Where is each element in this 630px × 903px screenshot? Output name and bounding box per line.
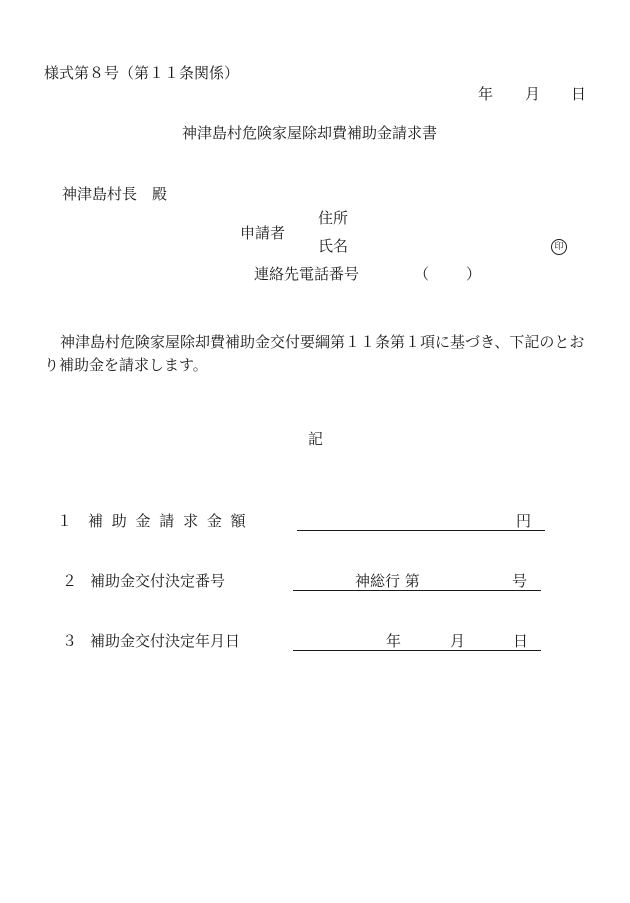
applicant-label: 申請者: [240, 224, 286, 242]
decision-number-prefix: 神総行 第: [355, 572, 420, 590]
decision-date-field[interactable]: [293, 632, 541, 651]
ki-heading: 記: [308, 430, 324, 448]
item-number: ３: [62, 632, 78, 650]
amount-unit: 円: [515, 512, 531, 530]
item-label: 補 助 金 請 求 金 額: [88, 512, 248, 530]
document-title: 神津島村危険家屋除却費補助金請求書: [182, 124, 438, 142]
decision-number-suffix: 号: [511, 572, 527, 590]
date-month-label: 月: [525, 85, 541, 103]
addressee: 神津島村長 殿: [62, 185, 168, 203]
decision-date-day: 日: [513, 632, 529, 650]
decision-number-field[interactable]: [293, 572, 541, 591]
decision-date-month: 月: [450, 632, 466, 650]
request-statement: 神津島村危険家屋除却費補助金交付要綱第１１条第１項に基づき、下記のとおり補助金を請求します。: [44, 333, 585, 374]
item-number: ２: [62, 572, 78, 590]
contact-label: 連絡先電話番号: [254, 265, 360, 283]
form-number: 様式第８号（第１１条関係）: [44, 64, 240, 82]
contact-paren-open: （: [414, 265, 430, 283]
date-year-label: 年: [478, 85, 494, 103]
contact-paren-close: ）: [466, 265, 482, 283]
name-label: 氏名: [318, 237, 349, 255]
amount-field[interactable]: [297, 512, 545, 531]
item-label: 補助金交付決定番号: [90, 572, 226, 590]
decision-date-year: 年: [386, 632, 402, 650]
seal-mark: 印: [551, 239, 567, 255]
date-day-label: 日: [571, 85, 587, 103]
item-number: １: [57, 512, 73, 530]
address-label: 住所: [318, 209, 349, 227]
item-label: 補助金交付決定年月日: [90, 632, 241, 650]
